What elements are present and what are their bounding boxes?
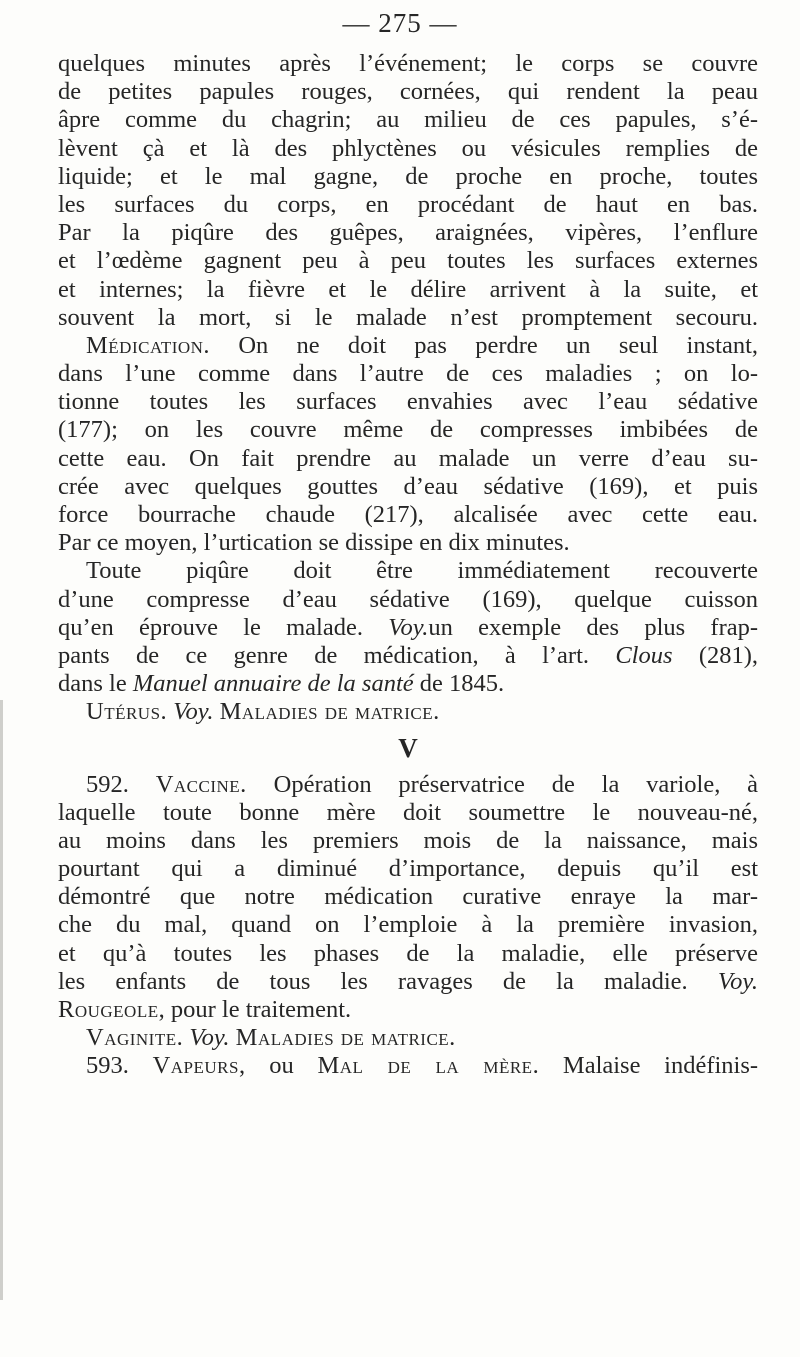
text-line: crée avec quelques gouttes d’eau sédative (169), et puis <box>58 472 758 500</box>
text-line: quelques minutes après l’événement; le corps se couvre <box>58 50 758 77</box>
medication-heading: Médication. <box>86 331 211 359</box>
uterus-entry <box>58 698 758 726</box>
text-line: tionne toutes les surfaces envahies avec l’eau sédative <box>58 388 758 416</box>
entry-heading: Vaginite. <box>86 1024 184 1052</box>
vapeurs-entry-start <box>58 1052 758 1080</box>
text-line: lèvent çà et là des phlyctènes ou vésicules remplies de <box>58 134 758 162</box>
text-line <box>58 996 758 1024</box>
text-line: démontré que notre médication curative enraye la mar- <box>58 883 758 911</box>
text-span: les enfants de tous les ravages de la maladie. <box>58 967 688 995</box>
text-span: pants de ce genre de médication, à l’art. <box>58 641 590 669</box>
entry-heading: Utérus. <box>86 698 168 726</box>
text-line: les surfaces du corps, en procédant de haut en bas. <box>58 190 758 218</box>
text-span: dans le <box>58 670 127 698</box>
text-line: liquide; et le mal gagne, de proche en proche, toutes <box>58 162 758 190</box>
text-line: cette eau. On fait prendre au malade un verre d’eau su- <box>58 444 758 472</box>
voy-reference: Voy. <box>173 698 214 726</box>
entry-heading: Vaccine. <box>155 770 247 798</box>
text-line: che du mal, quand on l’emploie à la première invasion, <box>58 911 758 939</box>
text-span: On ne doit pas perdre un seul instant, <box>238 331 758 359</box>
text-line: et qu’à toutes les phases de la maladie, elle préserve <box>58 939 758 967</box>
body-text <box>58 50 758 1081</box>
text-line: laquelle toute bonne mère doit soumettre le nouveau-né, <box>58 798 758 826</box>
text-span: , pour le traitement. <box>158 996 352 1023</box>
text-span: Opération préservatrice de la variole, à <box>273 770 759 798</box>
text-span: (281), <box>698 641 759 669</box>
entry-number: 593. <box>86 1052 129 1080</box>
text-line: (177); on les couvre même de compresses imbibées de <box>58 416 758 444</box>
page-edge-shadow <box>0 700 3 1300</box>
text-line: souvent la mort, si le malade n’est promptement secouru. <box>58 303 758 331</box>
text-line: de petites papules rouges, cornées, qui rendent la peau <box>58 78 758 106</box>
text-line: Par la piqûre des guêpes, araignées, vipères, l’enflure <box>58 219 758 247</box>
text-line: Toute piqûre doit être immédiatement recouverte <box>86 557 758 585</box>
page-number-header: — 275 — <box>342 8 458 38</box>
cross-reference: Maladies de matrice. <box>219 698 440 726</box>
text-line <box>58 670 758 698</box>
cross-reference: Mal de la mère. <box>317 1052 540 1080</box>
text-line: d’une compresse d’eau sédative (169), quelque cuisson <box>58 585 758 613</box>
article-reference: Clous <box>615 641 673 669</box>
text-span: qu’en éprouve le malade. <box>58 613 363 641</box>
section-letter: V <box>398 732 418 763</box>
cross-reference: Rougeole <box>58 996 159 1023</box>
cross-reference: Maladies de matrice. <box>235 1024 456 1052</box>
voy-reference: Voy. <box>388 613 429 641</box>
text-line: au moins dans les premiers mois de la naissance, mais <box>58 826 758 854</box>
text-span: un exemple des plus frap- <box>428 613 759 641</box>
text-line: et internes; la fièvre et le délire arrivent à la suite, et <box>58 275 758 303</box>
entry-heading: Vapeurs, <box>152 1052 246 1080</box>
text-line: force bourrache chaude (217), alcalisée avec cette eau. <box>58 501 758 528</box>
text-line: Par ce moyen, l’urtication se dissipe en dix minutes. <box>58 529 570 557</box>
text-span: Malaise indéfinis- <box>562 1052 759 1080</box>
text-line: âpre comme du chagrin; au milieu de ces papules, s’é- <box>58 106 758 134</box>
text-span: de 1845. <box>419 670 505 698</box>
text-line <box>58 642 758 670</box>
medication-paragraph-start <box>58 332 758 360</box>
vaccine-entry-start <box>58 771 758 799</box>
book-title: Manuel annuaire de la santé <box>132 670 414 698</box>
text-line: et l’œdème gagnent peu à peu toutes les surfaces externes <box>58 247 758 275</box>
text-line <box>58 968 758 996</box>
voy-reference: Voy. <box>189 1024 230 1052</box>
text-line <box>58 614 758 642</box>
text-line: dans l’une comme dans l’autre de ces maladies ; on lo- <box>58 360 758 388</box>
entry-number: 592. <box>86 770 129 798</box>
text-span: ou <box>269 1052 294 1080</box>
voy-reference: Voy. <box>717 967 758 995</box>
text-line: pourtant qui a diminué d’importance, depuis qu’il est <box>58 855 758 883</box>
vaginite-entry <box>58 1024 758 1052</box>
